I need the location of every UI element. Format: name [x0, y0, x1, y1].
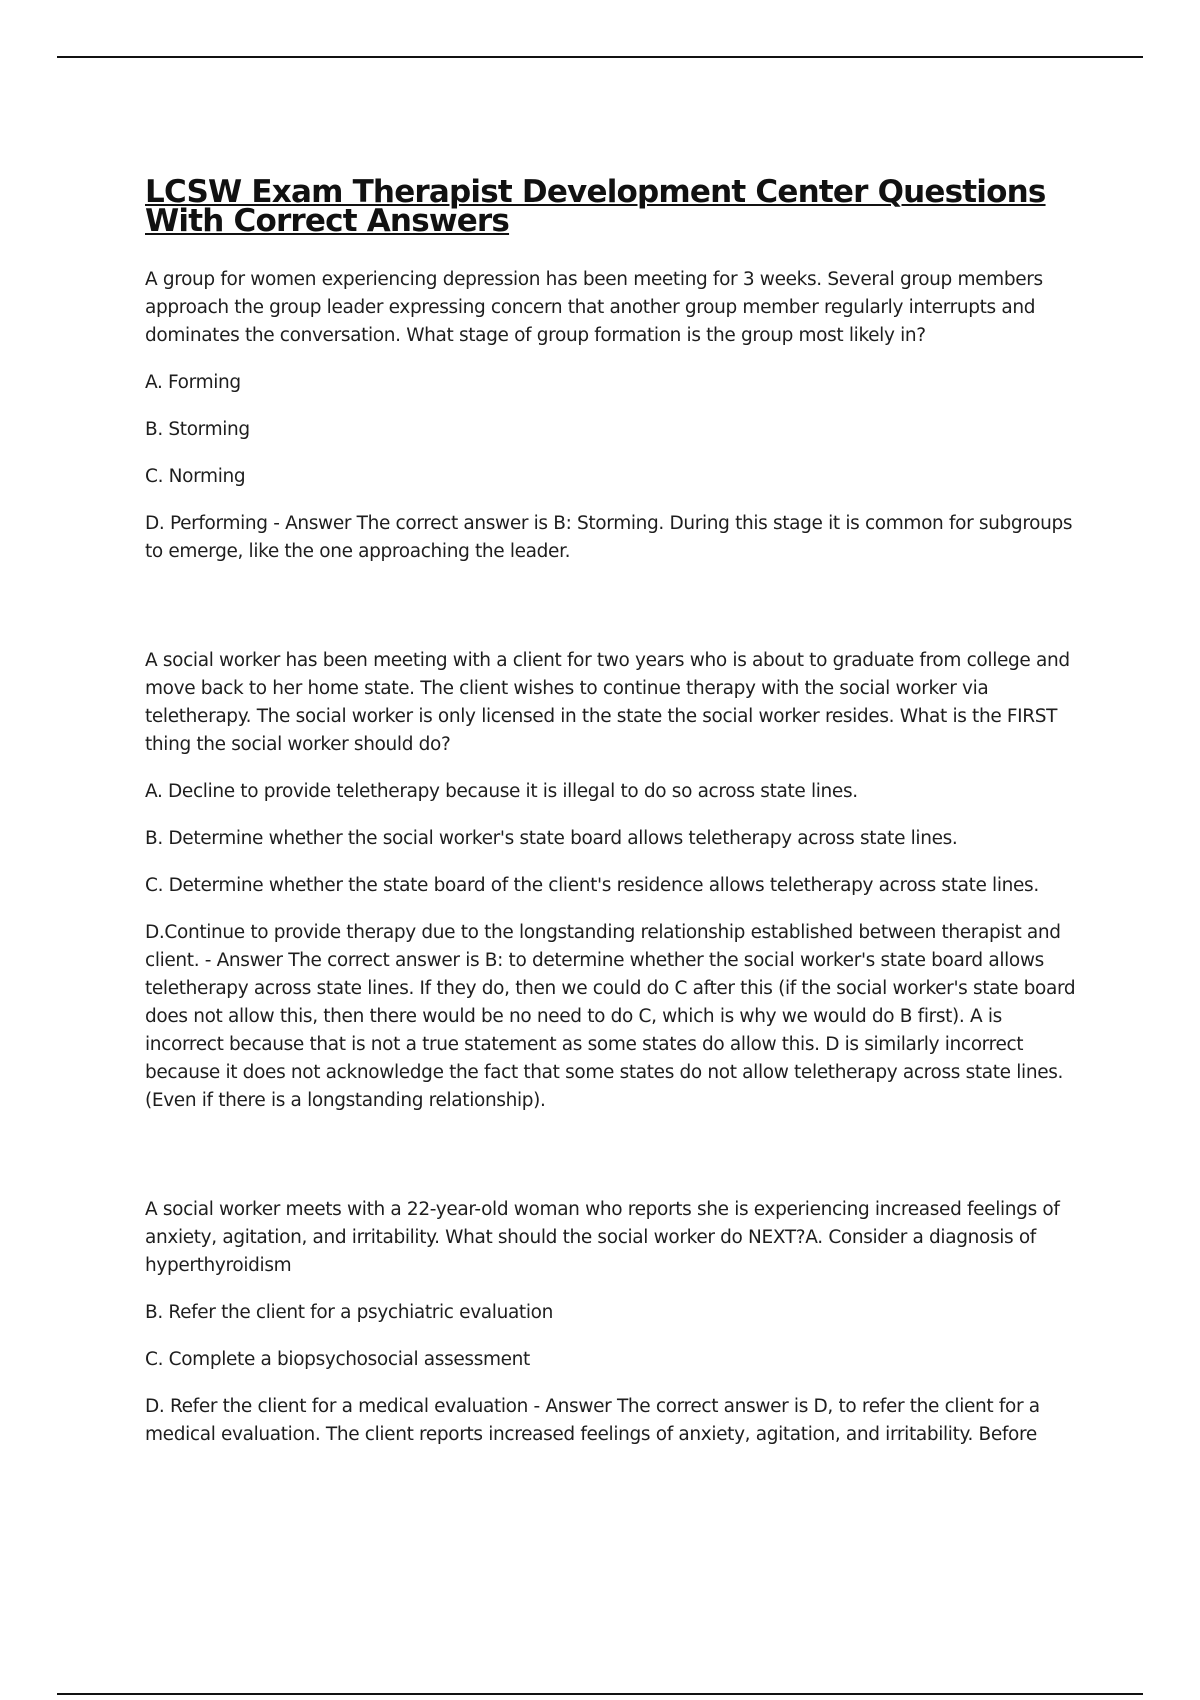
answer-option-with-explanation: D. Performing - Answer The correct answer is B: Storming. During this stage it is common for subgroups to emerge, like the one approaching the leader. [145, 513, 1073, 562]
answer-option: B. Storming [145, 419, 250, 440]
question-stem: A social worker has been meeting with a client for two years who is about to graduate from college and move back to her home state. The client wishes to continue therapy with the social worker via teletherapy. The social worker is only licensed in the state the social worker resides. What is the FIRST thing the social worker should do? [145, 650, 1070, 755]
answer-option: A. Decline to provide teletherapy because it is illegal to do so across state lines. [145, 781, 858, 802]
answer-option: C. Determine whether the state board of the client's residence allows teletherapy across state lines. [145, 875, 1039, 896]
answer-option: B. Refer the client for a psychiatric evaluation [145, 1302, 553, 1323]
answer-option: B. Determine whether the social worker's state board allows teletherapy across state lines. [145, 828, 958, 849]
title-line-2: With Correct Answers [145, 203, 510, 239]
answer-option: C. Complete a biopsychosocial assessment [145, 1349, 530, 1370]
answer-option: C. Norming [145, 466, 246, 487]
section-spacer [145, 1134, 1085, 1196]
question-3 [145, 1196, 1085, 1449]
top-rule [57, 56, 1143, 58]
question-stem: A group for women experiencing depression has been meeting for 3 weeks. Several group members approach the group leader expressing concern that another group member regularly interrupts and dominates the conversation. What stage of group formation is the group most likely in? [145, 269, 1043, 346]
title-line-1: LCSW Exam Therapist Development Center Questions [145, 174, 1046, 210]
section-spacer [145, 585, 1085, 647]
document-body [145, 174, 1085, 1468]
answer-option-with-explanation: D.Continue to provide therapy due to the longstanding relationship established between therapist and client. - Answer The correct answer is B: to determine whether the social worker's state board allows teletherapy across state lines. If they do, then we could do C after this (if the social worker's state board does not allow this, then there would be no need to do C, which is why we would do B first). A is incorrect because that is not a true statement as some states do allow this. D is similarly incorrect because it does not acknowledge the fact that some states do not allow teletherapy across state lines. (Even if there is a longstanding relationship). [145, 922, 1076, 1111]
question-2 [145, 647, 1085, 1115]
answer-option: A. Forming [145, 372, 241, 393]
bottom-rule [57, 1693, 1143, 1695]
question-stem: A social worker meets with a 22-year-old woman who reports she is experiencing increased feelings of anxiety, agitation, and irritability. What should the social worker do NEXT?A. Consider a diagnosis of hyperthyroidism [145, 1199, 1060, 1276]
question-1 [145, 266, 1085, 566]
document-title [145, 174, 1085, 239]
answer-option-with-explanation: D. Refer the client for a medical evaluation - Answer The correct answer is D, to refer the client for a medical evaluation. The client reports increased feelings of anxiety, agitation, and irritability. Before [145, 1396, 1040, 1445]
